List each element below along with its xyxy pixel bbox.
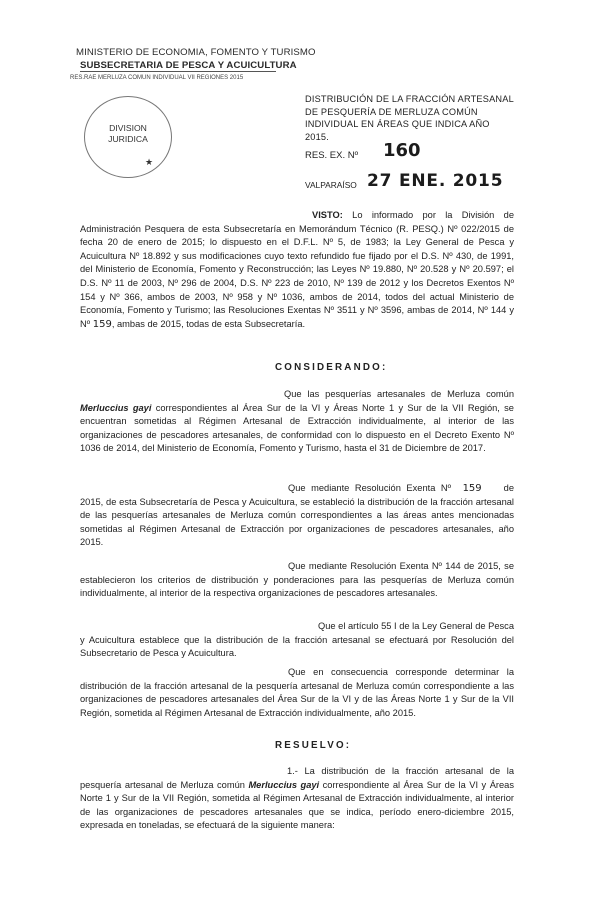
- considerando-p2-de: de: [503, 483, 514, 493]
- visto-handwritten-number: 159: [92, 318, 112, 330]
- resolution-label: RES. EX. Nº: [305, 150, 359, 161]
- resolution-number: 160: [383, 140, 421, 161]
- resolution-place: VALPARAÍSO: [305, 180, 357, 190]
- resuelvo-heading: RESUELVO:: [275, 740, 352, 751]
- considerando-p4-text-a: Que el artículo 55 I de la Ley General de Pesca y: [80, 621, 514, 645]
- species-name: Merluccius gayi: [80, 402, 152, 413]
- visto-text-end: , ambas de 2015, todas de esta Subsecretaría.: [111, 318, 306, 329]
- considerando-p2-handwritten-number: 159: [462, 483, 482, 494]
- considerando-p5-text-a: Que en consecuencia corresponde determinar la: [288, 667, 514, 677]
- considerando-paragraph-3: [80, 560, 514, 601]
- stamp-line-2: JURIDICA: [108, 133, 148, 144]
- considerando-paragraph-5: [80, 666, 514, 720]
- considerando-p1-text-b: correspondientes al Área Sur de la VI y Áreas Norte 1 y Sur de la VII Región, se encuentran sometidas al Régimen Artesanal de Extracción individualmente, al interior de las organizaciones de pescadores artesanales, de conformidad con lo dispuesto en el Decreto Exento Nº 1036 de 2014, del Ministerio de Economía, Fomento y Turismo, hasta el 31 de Diciembre de 2017.: [80, 402, 514, 454]
- stamp-line-1: DIVISION: [109, 123, 147, 133]
- resolution-date: 27 ENE. 2015: [367, 171, 504, 191]
- considerando-paragraph-2: [80, 482, 514, 550]
- stamp-star-icon: ★: [145, 157, 154, 167]
- resuelvo-species-name: Merluccius gayi: [248, 779, 320, 790]
- reference-code: RES.RAE MERLUZA COMUN INDIVIDUAL VII REGIONES 2015: [70, 75, 244, 81]
- document-title: DISTRIBUCIÓN DE LA FRACCIÓN ARTESANAL DE PESQUERÍA DE MERLUZA COMÚN INDIVIDUAL EN ÁREAS QUE INDICA AÑO 2015.: [305, 94, 514, 142]
- considerando-p4-text-b: Acuicultura establece que la distribución de la fracción artesanal se efectuará por Resolución del Subsecretario de Pesca y Acuicultura.: [80, 634, 514, 659]
- division-stamp: [84, 96, 172, 178]
- resuelvo-paragraph-1: [80, 765, 514, 833]
- considerando-p2-text-b: 2015, de esta Subsecretaría de Pesca y Acuicultura, se estableció la distribución de la fracción artesanal de las pesquerías artesanales de Merluza común correspondientes a las áreas antes mencionadas sometidas al Régimen Artesanal de Extracción por organizaciones de pescadores artesanales, año 2015.: [80, 496, 514, 548]
- header-underline: [80, 71, 276, 72]
- considerando-paragraph-1: [80, 388, 514, 456]
- considerando-p5-text-b: distribución de la fracción artesanal de la pesquería artesanal de Merluza común correspondiente a las organizaciones de pescadores artesanales del Área Sur de la VI y de las Áreas Norte 1 y Sur de la VII Región, sometida al Régimen Artesanal de Extracción individualmente, año 2015.: [80, 680, 514, 718]
- considerando-paragraph-4: [80, 620, 514, 661]
- resuelvo-p1-text-c: correspondiente al Área Sur de la VI y Áreas Norte 1 y Sur de la VII Región, sometida al Régimen Artesanal de Extracción individualmente, al interior de las organizaciones de pescadores artesanales que se indica, período enero-diciembre 2015, expresada en toneladas, se efectuará de la siguiente manera:: [80, 779, 514, 831]
- considerando-p3-text-b: se establecieron los criterios de distribución y ponderaciones para las pesquerías de Merluza común individualmente, al interior de la respectiva organizaciones de pescadores artesanales.: [80, 561, 514, 599]
- resuelvo-p1-text-b: pesquería artesanal de Merluza común: [80, 779, 245, 790]
- visto-text: Lo informado por la División de Administración Pesquera de esta Subsecretaría en Memorándum Técnico (R. PESQ.) Nº 022/2015 de fecha 20 de enero de 2015; lo dispuesto en el D.F.L. Nº 5, de 1983; la Ley General de Pesca y Acuicultura Nº 18.892 y sus modificaciones cuyo texto refundido fue fijado por el D.S. Nº 430, de 1991, del Ministerio de Economía, Fomento y Reconstrucción; las Leyes Nº 19.880, Nº 20.528 y Nº 20.597; el D.S. Nº 11 de 2003, Nº 296 de 2004, D.S. Nº 223 de 2010, Nº 139 de 2012 y los Decretos Exentos Nº 154 y Nº 366, ambos de 2003, Nº 958 y Nº 1036, ambos de 2014, todos del actual Ministerio de Economía, Fomento y Turismo; las Resoluciones Exentas Nº 3511 y Nº 3596, ambas de 2014, Nº 144 y Nº: [80, 210, 514, 329]
- considerando-p3-text-a: Que mediante Resolución Exenta Nº 144 de 2015,: [288, 561, 501, 571]
- considerando-heading: CONSIDERANDO:: [275, 362, 388, 373]
- resuelvo-p1-text-a: 1.- La distribución de la fracción artesanal de la: [287, 766, 514, 776]
- visto-paragraph: [80, 209, 514, 331]
- considerando-p1-text-a: Que las pesquerías artesanales de Merluza común: [284, 389, 514, 399]
- visto-label: VISTO:: [312, 210, 343, 220]
- ministry-name: MINISTERIO DE ECONOMIA, FOMENTO Y TURISMO: [76, 47, 316, 58]
- considerando-p2-text-a: Que mediante Resolución Exenta Nº: [288, 483, 452, 493]
- subsecretaria-name: SUBSECRETARIA DE PESCA Y ACUICULTURA: [80, 60, 297, 71]
